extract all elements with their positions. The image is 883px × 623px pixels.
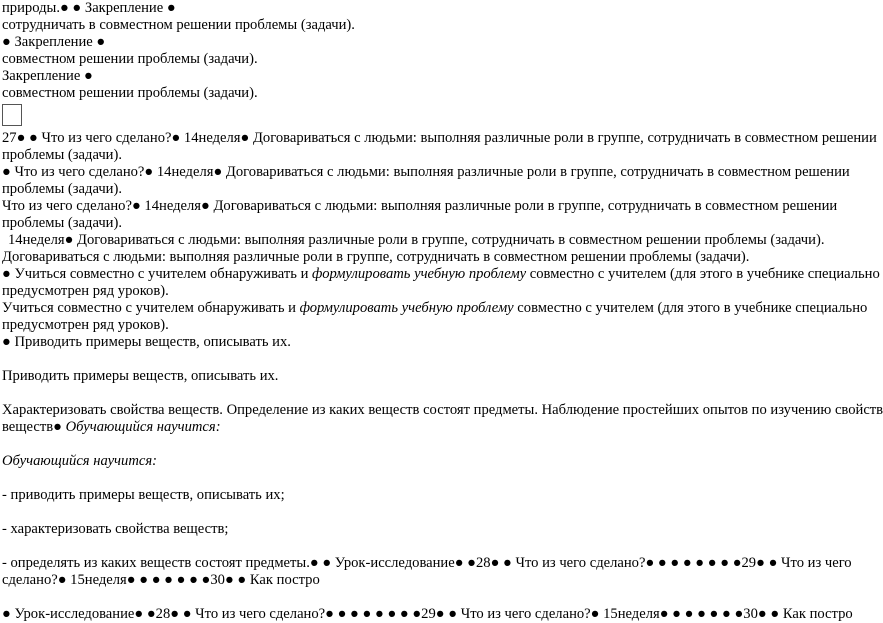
text-line: Что из чего сделано?● 14неделя● Договариваться с людьми: выполняя различные роли в группе, сотрудничать в совместном решении (2, 198, 838, 214)
text-line: 14неделя● Договариваться с людьми: выполняя различные роли в группе, сотрудничать в совместном решении проблемы (задачи). (8, 232, 825, 248)
text-line: 27● ● Что из чего сделано?● 14неделя● Договариваться с людьми: выполняя различные роли в группе, сотрудничать в совместном решении (2, 130, 877, 146)
text-line: сделано?● 15неделя● ● ● ● ● ● ●30● ● Как постро (2, 572, 320, 588)
text-line: совместном решении проблемы (задачи). (2, 85, 258, 101)
text-line: - характеризовать свойства веществ; (2, 521, 229, 537)
text-line: Приводить примеры веществ, описывать их. (2, 368, 279, 384)
text-line: ● Закрепление ● (2, 34, 106, 50)
text-line: природы.● ● Закрепление ● (2, 0, 176, 16)
text-line: проблемы (задачи). (2, 181, 122, 197)
text-line: ● Приводить примеры веществ, описывать их. (2, 334, 291, 350)
text-line: проблемы (задачи). (2, 147, 122, 163)
text-line: ● Урок-исследование● ●28● ● Что из чего сделано?● ● ● ● ● ● ● ●29● ● Что из чего сделано?● 15неделя● ● ● ● ● ● ●30● ● Как постро (2, 606, 853, 622)
text-line: совместном решении проблемы (задачи). (2, 51, 258, 67)
text-line: Закрепление ● (2, 68, 93, 84)
text-line: - приводить примеры веществ, описывать их; (2, 487, 285, 503)
empty-box (2, 104, 22, 126)
text-line: Учиться совместно с учителем обнаруживать и формулировать учебную проблему совместно с учителем (для этого в учебнике специально (2, 300, 868, 316)
text-line: Договариваться с людьми: выполняя различные роли в группе, сотрудничать в совместном решении проблемы (задачи). (2, 249, 750, 265)
text-line: ● Что из чего сделано?● 14неделя● Договариваться с людьми: выполняя различные роли в группе, сотрудничать в совместном решении (2, 164, 850, 180)
text-line: ● Учиться совместно с учителем обнаруживать и формулировать учебную проблему совместно с учителем (для этого в учебнике специально (2, 266, 880, 282)
text-line: - определять из каких веществ состоят предметы.● ● Урок-исследование● ●28● ● Что из чего сделано?● ● ● ● ● ● ● ●29● ● Что из чего (2, 555, 852, 571)
text-line: веществ● Обучающийся научится: (2, 419, 221, 435)
text-line: сотрудничать в совместном решении проблемы (задачи). (2, 17, 355, 33)
text-line: предусмотрен ряд уроков). (2, 283, 169, 299)
text-line: проблемы (задачи). (2, 215, 122, 231)
text-line: Обучающийся научится: (2, 453, 157, 469)
text-line: Характеризовать свойства веществ. Определение из каких веществ состоят предметы. Наблюдение простейших опытов по изучению свойств (2, 402, 883, 418)
text-line: предусмотрен ряд уроков). (2, 317, 169, 333)
